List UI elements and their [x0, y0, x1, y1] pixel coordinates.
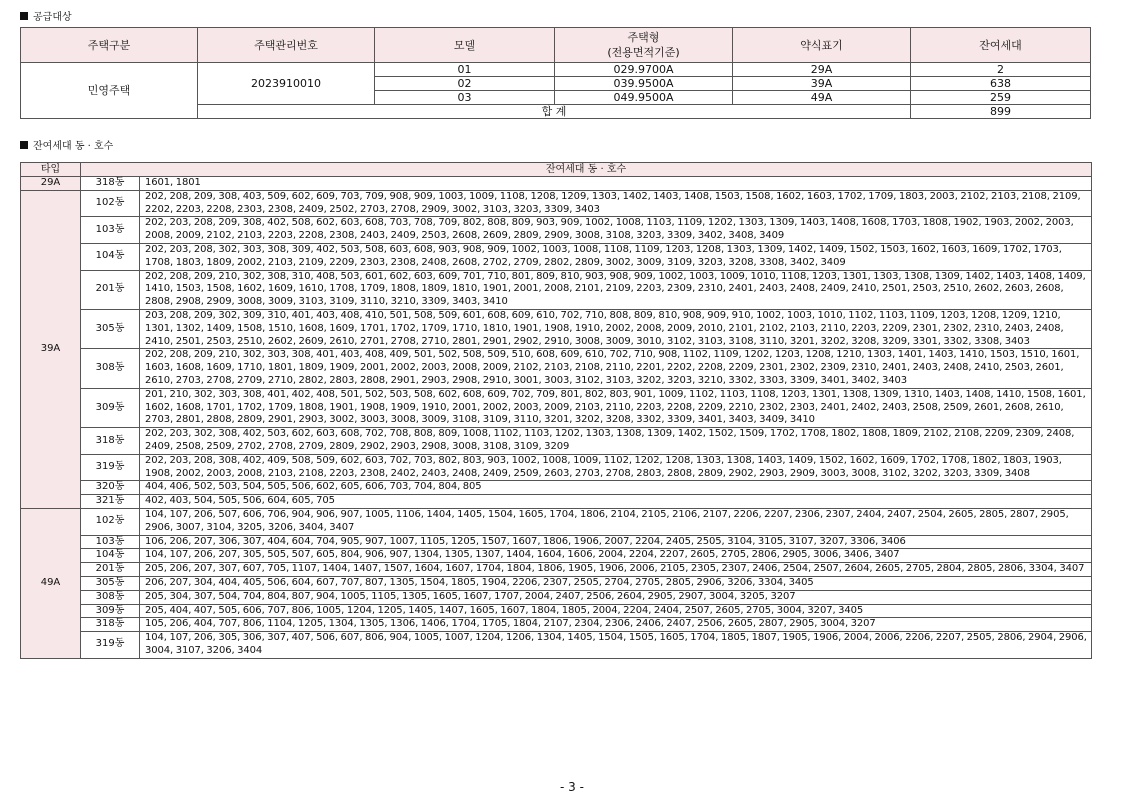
table-row [21, 270, 1092, 309]
units-cell: 104, 107, 206, 207, 305, 505, 507, 605, 804, 906, 907, 1304, 1305, 1307, 1404, 1604, 1606, 2004, 2204, 2207, 2605, 2705, 2806, 2905, 3006, 3406, 3407 [140, 549, 1092, 563]
dong-cell: 319동 [81, 454, 140, 481]
units-cell: 202, 208, 209, 210, 302, 308, 310, 408, 503, 601, 602, 603, 609, 701, 710, 801, 809, 810, 903, 908, 909, 1002, 1003, 1009, 1010, 1108, 1203, 1301, 1303, 1308, 1309, 1402, 1403, 1408, 1409, 1410, 1503, 1508, 1602, 1609, 1610, 1708, 1709, 1808, 1809, 1810, 1901, 2001, 2008, 2101, 2109, 2203, 2309, 2310, 2401, 2403, 2408, 2409, 2410, 2501, 2503, 2510, 2602, 2603, 2608, 2808, 2908, 2909, 3008, 3009, 3103, 3109, 3110, 3210, 3309, 3403, 3410 [140, 270, 1092, 309]
size-cell: 029.9700A [555, 63, 733, 77]
units-cell: 202, 203, 208, 308, 402, 409, 508, 509, 602, 603, 702, 703, 802, 803, 903, 1002, 1008, 1009, 1102, 1202, 1208, 1303, 1308, 1403, 1409, 1502, 1602, 1609, 1702, 1708, 1802, 1803, 1903, 1908, 2002, 2003, 2008, 2103, 2108, 2203, 2308, 2402, 2403, 2408, 2409, 2509, 2603, 2703, 2708, 2803, 2808, 2809, 2902, 2903, 2909, 3003, 3008, 3102, 3202, 3203, 3309, 3408 [140, 454, 1092, 481]
model-cell: 02 [375, 77, 555, 91]
dong-cell: 305동 [81, 309, 140, 348]
units-cell: 104, 107, 206, 507, 606, 706, 904, 906, 907, 1005, 1106, 1404, 1405, 1504, 1605, 1704, 1806, 2104, 2105, 2106, 2107, 2206, 2207, 2306, 2307, 2404, 2407, 2504, 2605, 2805, 2807, 2905, 2906, 3007, 3104, 3205, 3206, 3404, 3407 [140, 508, 1092, 535]
table-row [21, 190, 1092, 217]
supply-table [20, 27, 1091, 119]
dong-cell: 103동 [81, 535, 140, 549]
dong-cell: 308동 [81, 590, 140, 604]
header-remaining: 잔여세대 [911, 28, 1091, 63]
dong-cell: 318동 [81, 428, 140, 455]
header-type: 타입 [21, 163, 81, 177]
table-row [21, 549, 1092, 563]
table-row [21, 454, 1092, 481]
dong-cell: 321동 [81, 495, 140, 509]
table-row [21, 563, 1092, 577]
units-cell: 201, 210, 302, 303, 308, 401, 402, 408, 501, 502, 503, 508, 602, 608, 609, 702, 709, 801, 802, 803, 901, 1009, 1102, 1103, 1108, 1203, 1301, 1308, 1309, 1310, 1403, 1408, 1410, 1508, 1601, 1602, 1608, 1701, 1702, 1709, 1808, 1901, 1908, 1909, 1910, 2001, 2002, 2003, 2009, 2103, 2110, 2203, 2208, 2209, 2210, 2302, 2303, 2401, 2402, 2403, 2508, 2509, 2601, 2608, 2610, 2703, 2801, 2808, 2809, 2901, 2903, 3002, 3003, 3008, 3009, 3108, 3109, 3110, 3201, 3202, 3208, 3302, 3309, 3401, 3403, 3409, 3410 [140, 388, 1092, 427]
section-remaining-title: 잔여세대 동 · 호수 [20, 141, 113, 153]
units-cell: 1601, 1801 [140, 177, 1092, 191]
size-cell: 049.9500A [555, 91, 733, 105]
section-supply-title: 공급대상 [20, 12, 72, 24]
units-cell: 202, 208, 209, 308, 403, 509, 602, 609, 703, 709, 908, 909, 1003, 1009, 1108, 1208, 1209, 1303, 1402, 1403, 1408, 1503, 1508, 1602, 1603, 1702, 1709, 1803, 2003, 2102, 2103, 2108, 2109, 2202, 2203, 2208, 2303, 2308, 2409, 2502, 2703, 2708, 2909, 3002, 3103, 3203, 3309, 3403 [140, 190, 1092, 217]
total-label: 합 계 [198, 105, 911, 119]
units-cell: 202, 203, 208, 209, 308, 402, 508, 602, 603, 608, 703, 708, 709, 802, 808, 809, 903, 909, 1002, 1008, 1103, 1109, 1202, 1303, 1309, 1403, 1408, 1608, 1703, 1808, 1902, 1903, 2002, 2003, 2008, 2009, 2102, 2103, 2203, 2208, 2308, 2403, 2409, 2503, 2608, 2609, 2809, 2909, 3008, 3108, 3203, 3309, 3402, 3408, 3409 [140, 217, 1092, 244]
type-cell: 29A [21, 177, 81, 191]
units-cell: 402, 403, 504, 505, 506, 604, 605, 705 [140, 495, 1092, 509]
dong-cell: 308동 [81, 349, 140, 388]
table-row [21, 428, 1092, 455]
table-row [21, 177, 1092, 191]
supply-table-header [21, 28, 1091, 63]
table-row [21, 618, 1092, 632]
header-short-label: 약식표기 [733, 28, 911, 63]
total-value: 899 [911, 105, 1091, 119]
model-cell: 03 [375, 91, 555, 105]
units-cell: 205, 304, 307, 504, 704, 804, 807, 904, 1005, 1105, 1305, 1605, 1607, 1707, 2004, 2407, 2506, 2604, 2905, 2907, 3004, 3205, 3207 [140, 590, 1092, 604]
header-housing-type: 주택구분 [21, 28, 198, 63]
units-cell: 205, 206, 207, 307, 607, 705, 1107, 1404, 1407, 1507, 1604, 1607, 1704, 1804, 1806, 1905, 1906, 2006, 2105, 2305, 2307, 2406, 2504, 2507, 2604, 2605, 2705, 2804, 2805, 2806, 3304, 3407 [140, 563, 1092, 577]
dong-cell: 104동 [81, 243, 140, 270]
header-model: 모델 [375, 28, 555, 63]
dong-cell: 201동 [81, 563, 140, 577]
table-row [21, 604, 1092, 618]
dong-cell: 319동 [81, 632, 140, 659]
table-row [21, 495, 1092, 509]
bullet-square-icon [20, 12, 28, 20]
size-cell: 039.9500A [555, 77, 733, 91]
table-row [21, 388, 1092, 427]
units-cell: 202, 208, 209, 210, 302, 303, 308, 401, 403, 408, 409, 501, 502, 508, 509, 510, 608, 609, 610, 702, 710, 908, 1102, 1109, 1202, 1203, 1208, 1210, 1303, 1401, 1403, 1410, 1503, 1510, 1601, 1603, 1608, 1609, 1710, 1801, 1809, 1909, 2001, 2002, 2003, 2008, 2009, 2102, 2103, 2108, 2110, 2201, 2202, 2208, 2209, 2301, 2302, 2309, 2310, 2401, 2403, 2408, 2410, 2503, 2601, 2610, 2703, 2708, 2709, 2710, 2802, 2803, 2808, 2901, 2903, 2908, 2910, 3001, 3003, 3102, 3103, 3202, 3203, 3210, 3302, 3303, 3309, 3401, 3402, 3403 [140, 349, 1092, 388]
remaining-table-header [21, 163, 1092, 177]
dong-cell: 309동 [81, 604, 140, 618]
page-number: - 3 - [560, 780, 584, 794]
table-row [21, 63, 1091, 77]
table-row [21, 632, 1092, 659]
header-housing-size-sub: (전용면적기준) [607, 46, 680, 59]
dong-cell: 318동 [81, 618, 140, 632]
table-row [21, 535, 1092, 549]
header-housing-size [555, 28, 733, 63]
remaining-cell: 638 [911, 77, 1091, 91]
units-cell: 203, 208, 209, 302, 309, 310, 401, 403, 408, 410, 501, 508, 509, 601, 608, 609, 610, 702, 710, 808, 809, 810, 908, 909, 910, 1002, 1003, 1010, 1102, 1103, 1109, 1203, 1208, 1209, 1210, 1301, 1302, 1409, 1508, 1510, 1608, 1609, 1701, 1702, 1709, 1710, 1810, 1901, 1908, 1910, 2002, 2008, 2009, 2010, 2101, 2102, 2103, 2110, 2203, 2209, 2301, 2302, 2310, 2403, 2408, 2410, 2501, 2503, 2510, 2602, 2609, 2610, 2701, 2708, 2710, 2801, 2901, 2902, 2910, 3008, 3009, 3010, 3102, 3103, 3108, 3110, 3201, 3202, 3208, 3209, 3301, 3302, 3308, 3403 [140, 309, 1092, 348]
units-cell: 104, 107, 206, 305, 306, 307, 407, 506, 607, 806, 904, 1005, 1007, 1204, 1206, 1304, 1405, 1504, 1505, 1605, 1704, 1805, 1807, 1905, 1906, 2004, 2006, 2206, 2207, 2505, 2806, 2904, 2906, 3004, 3107, 3206, 3404 [140, 632, 1092, 659]
units-cell: 105, 206, 404, 707, 806, 1104, 1205, 1304, 1305, 1306, 1406, 1704, 1705, 1804, 2107, 2304, 2306, 2406, 2407, 2506, 2605, 2807, 2905, 3004, 3207 [140, 618, 1092, 632]
dong-cell: 201동 [81, 270, 140, 309]
units-cell: 205, 404, 407, 505, 606, 707, 806, 1005, 1204, 1205, 1405, 1407, 1605, 1607, 1804, 1805, 2004, 2204, 2404, 2507, 2605, 2705, 3004, 3207, 3405 [140, 604, 1092, 618]
management-number-cell: 2023910010 [198, 63, 375, 105]
dong-cell: 102동 [81, 508, 140, 535]
remaining-cell: 259 [911, 91, 1091, 105]
remaining-units-table [20, 162, 1092, 659]
short-cell: 29A [733, 63, 911, 77]
bullet-square-icon [20, 141, 28, 149]
table-row [21, 349, 1092, 388]
units-cell: 404, 406, 502, 503, 504, 505, 506, 602, 605, 606, 703, 704, 804, 805 [140, 481, 1092, 495]
header-management-number: 주택관리번호 [198, 28, 375, 63]
units-cell: 202, 203, 208, 302, 303, 308, 309, 402, 503, 508, 603, 608, 903, 908, 909, 1002, 1003, 1008, 1108, 1109, 1203, 1208, 1303, 1309, 1402, 1409, 1502, 1503, 1602, 1603, 1609, 1702, 1703, 1708, 1803, 1809, 2002, 2103, 2109, 2209, 2303, 2308, 2408, 2608, 2702, 2709, 2802, 2809, 3002, 3009, 3109, 3203, 3208, 3308, 3402, 3409 [140, 243, 1092, 270]
dong-cell: 318동 [81, 177, 140, 191]
model-cell: 01 [375, 63, 555, 77]
table-row [21, 217, 1092, 244]
header-units: 잔여세대 동 · 호수 [81, 163, 1092, 177]
short-cell: 39A [733, 77, 911, 91]
units-cell: 206, 207, 304, 404, 405, 506, 604, 607, 707, 807, 1305, 1504, 1805, 1904, 2206, 2307, 2505, 2704, 2705, 2805, 2906, 3206, 3304, 3405 [140, 576, 1092, 590]
dong-cell: 305동 [81, 576, 140, 590]
table-row [21, 576, 1092, 590]
table-row [21, 481, 1092, 495]
dong-cell: 309동 [81, 388, 140, 427]
table-row [21, 243, 1092, 270]
table-row [21, 590, 1092, 604]
housing-type-cell: 민영주택 [21, 63, 198, 119]
dong-cell: 103동 [81, 217, 140, 244]
units-cell: 106, 206, 207, 306, 307, 404, 604, 704, 905, 907, 1007, 1105, 1205, 1507, 1607, 1806, 1906, 2007, 2204, 2405, 2505, 3104, 3105, 3107, 3207, 3306, 3406 [140, 535, 1092, 549]
type-cell: 39A [21, 190, 81, 508]
short-cell: 49A [733, 91, 911, 105]
units-cell: 202, 203, 302, 308, 402, 503, 602, 603, 608, 702, 708, 808, 809, 1008, 1102, 1103, 1202, 1303, 1308, 1309, 1402, 1502, 1509, 1702, 1708, 1802, 1808, 1809, 2102, 2108, 2209, 2309, 2408, 2409, 2508, 2509, 2702, 2708, 2709, 2809, 2902, 2903, 2908, 3008, 3108, 3109, 3209 [140, 428, 1092, 455]
dong-cell: 102동 [81, 190, 140, 217]
dong-cell: 104동 [81, 549, 140, 563]
table-row [21, 309, 1092, 348]
header-housing-size-main: 주택형 [627, 31, 660, 44]
type-cell: 49A [21, 508, 81, 658]
table-row [21, 508, 1092, 535]
remaining-cell: 2 [911, 63, 1091, 77]
dong-cell: 320동 [81, 481, 140, 495]
